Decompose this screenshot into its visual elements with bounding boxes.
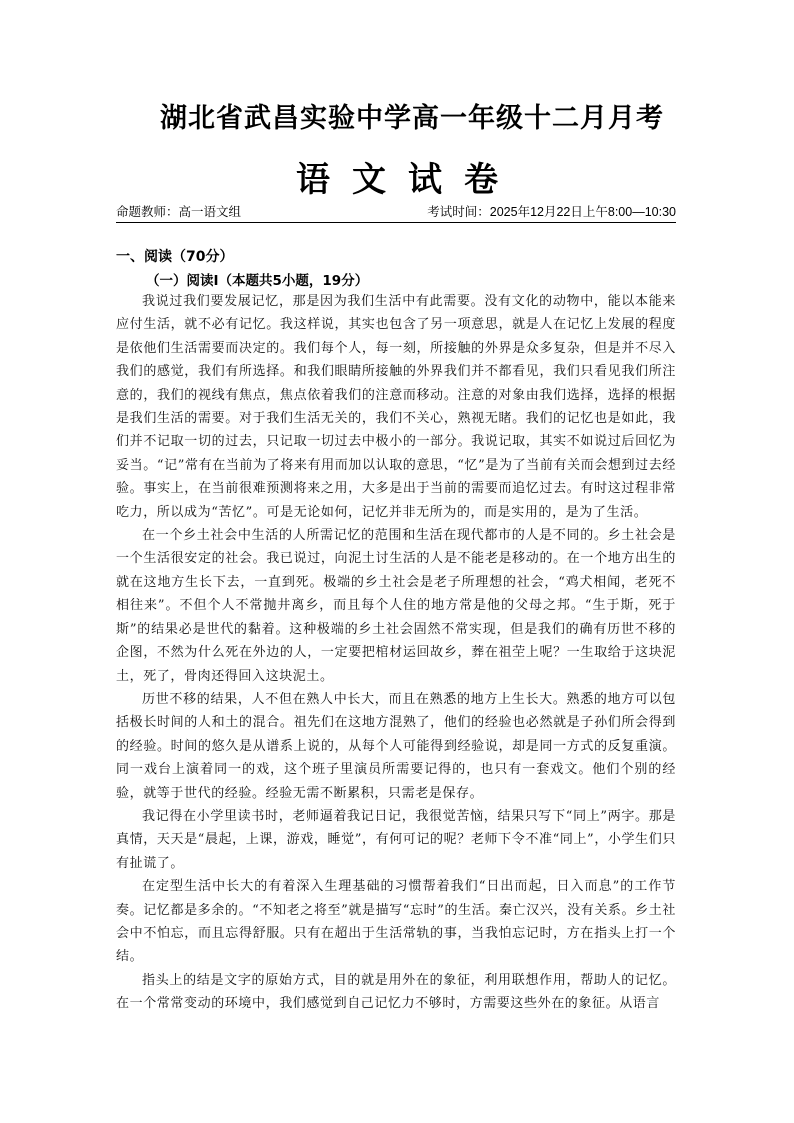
paragraph: 在定型生活中长大的有着深入生理基础的习惯帮着我们“日出而起，日入而息”的工作节奏。记忆都是多余的。“不知老之将至”就是描写“忘时”的生活。秦亡汉兴，没有关系。乡土社会中不怕忘，而且忘得舒服。只有在超出于生活常轨的事，当我怕忘记时，方在指头上打一个结。: [116, 879, 676, 965]
reading-passage: [116, 290, 676, 1016]
paragraph: 历世不移的结果，人不但在熟人中长大，而且在熟悉的地方上生长大。熟悉的地方可以包括极长时间的人和土的混合。祖先们在这地方混熟了，他们的经验也必然就是子孙们所会得到的经验。时间的悠久是从谱系上说的，从每个人可能得到经验说，却是同一方式的反复重演。同一戏台上演着同一的戏，这个班子里演员所需要记得的，也只有一套戏文。他们个别的经验，就等于世代的经验。经验无需不断累积，只需老是保存。: [116, 691, 676, 801]
exam-subtitle: 语文试卷: [296, 160, 520, 200]
paragraph: 指头上的结是文字的原始方式，目的就是用外在的象征，利用联想作用，帮助人的记忆。在一个常常变动的环境中，我们感觉到自己记忆力不够时，方需要这些外在的象征。从语言: [116, 972, 676, 1012]
paragraph: 我说过我们要发展记忆，那是因为我们生活中有此需要。没有文化的动物中，能以本能来应付生活，就不必有记忆。我这样说，其实也包含了另一项意思，就是人在记忆上发展的程度是依他们生活需要而决定的。我们每个人，每一刻，所接触的外界是众多复杂，但是并不尽入我们的感觉，我们有所选择。和我们眼睛所接触的外界我们并不都看见，我们只看见我们所注意的，我们的视线有焦点，焦点依着我们的注意而移动。注意的对象由我们选择，选择的根据是我们生活的需要。对于我们生活无关的，我们不关心，熟视无睹。我们的记忆也是如此，我们并不记取一切的过去，只记取一切过去中极小的一部分。我说记取，其实不如说过后回忆为妥当。“记”常有在当前为了将来有用而加以认取的意思，“忆”是为了当前有关而会想到过去经验。事实上，在当前很难预测将来之用，大多是出于当前的需要而追忆过去。有时这过程非常吃力，所以成为“苦忆”。可是无论如何，记忆并非无所为的，而是实用的，是为了生活。: [116, 294, 676, 520]
header-divider: [116, 222, 676, 223]
setter-label: 命题教师：高一语文组: [116, 205, 242, 219]
paragraph: 在一个乡土社会中生活的人所需记忆的范围和生活在现代都市的人是不同的。乡土社会是一个生活很安定的社会。我已说过，向泥土讨生活的人是不能老是移动的。在一个地方出生的就在这地方生长下去，一直到死。极端的乡土社会是老子所理想的社会，“鸡犬相闻，老死不相往来”。不但个人不常抛井离乡，而且每个人住的地方常是他的父母之邦。“生于斯，死于斯”的结果必是世代的黏着。这种极端的乡土社会固然不常实现，但是我们的确有历世不移的企图，不然为什么死在外边的人，一定要把棺材运回故乡，葬在祖茔上呢？一生取给于这块泥土，死了，骨肉还得回入这块泥土。: [116, 528, 676, 684]
exam-time-label: 考试时间：2025年12月22日上午8:00—10:30: [427, 205, 676, 219]
section-title: 一、阅读（70分）: [116, 249, 234, 265]
subsection-title: （一）阅读Ⅰ（本题共5小题，19分）: [146, 273, 369, 289]
paragraph: 我记得在小学里读书时，老师逼着我记日记，我很觉苦恼，结果只写下“同上”两字。那是真情，天天是“晨起，上课，游戏，睡觉”，有何可记的呢？老师下令不准“同上”，小学生们只有扯谎了。: [116, 808, 676, 871]
exam-title: 湖北省武昌实验中学高一年级十二月月考: [160, 103, 664, 134]
exam-meta-row: [116, 202, 676, 220]
